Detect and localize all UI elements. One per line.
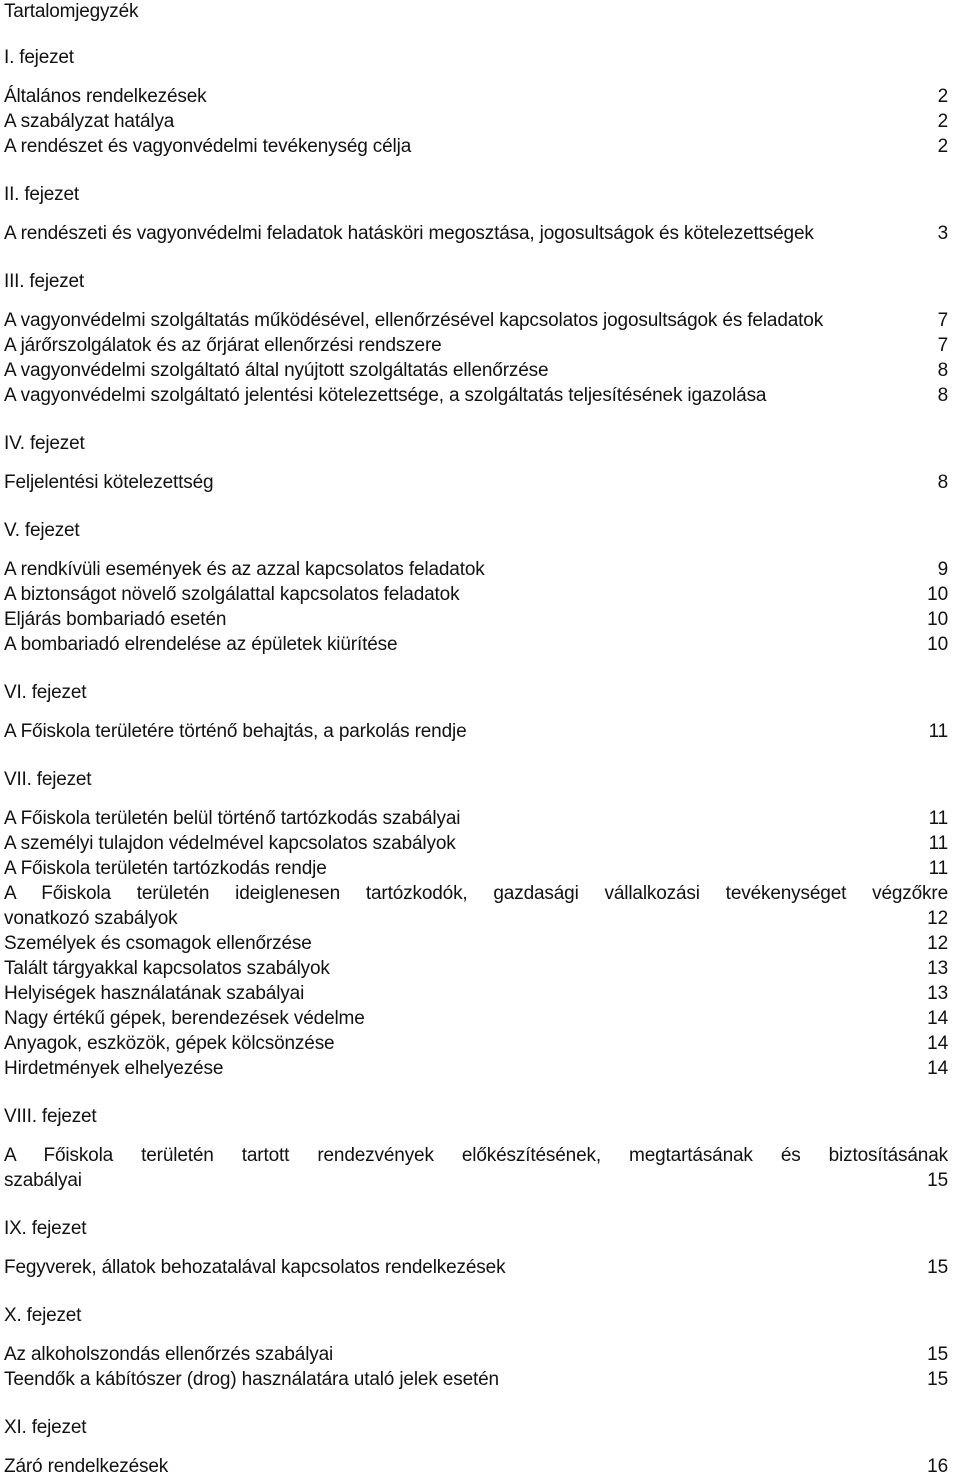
toc-entry-page: 15 [927,1170,948,1191]
chapter-heading: VII. fejezet [4,769,92,790]
toc-entry-title: A vagyonvédelmi szolgáltatás működésével, ellenőrzésével kapcsolatos jogosultságok és feladatok [4,310,824,331]
toc-entry-title: Anyagok, eszközök, gépek kölcsönzése [4,1033,335,1054]
toc-entry-page: 16 [927,1456,948,1477]
toc-entry-page: 2 [937,136,948,157]
toc-entry[interactable] [4,557,948,582]
chapter-heading: I. fejezet [4,47,74,68]
toc-entry-title: Nagy értékű gépek, berendezések védelme [4,1008,365,1029]
toc-entry-page: 9 [937,559,948,580]
toc-entry[interactable] [4,719,948,744]
chapter-heading: III. fejezet [4,271,84,292]
toc-entry-title: A vagyonvédelmi szolgáltató jelentési kötelezettsége, a szolgáltatás teljesítésének igazolása [4,385,767,406]
toc-entry-title: A Főiskola területére történő behajtás, a parkolás rendje [4,721,467,742]
toc-entry-title: A személyi tulajdon védelmével kapcsolatos szabályok [4,833,456,854]
chapter-heading: II. fejezet [4,184,79,205]
toc-entry[interactable] [4,856,948,881]
toc-entry-page: 8 [937,385,948,406]
toc-entry-title-line1: A Főiskola területén ideiglenesen tartózkodók, gazdasági vállalkozási tevékenységet végzőkre [4,883,948,904]
toc-entry-page: 14 [927,1033,948,1054]
toc-entry-title: A Főiskola területén belül történő tartózkodás szabályai [4,808,461,829]
toc-entry-title: A szabályzat hatálya [4,111,175,132]
toc-entry-title: Általános rendelkezések [4,86,207,107]
table-of-contents [4,0,948,1479]
toc-chapter [4,1304,948,1392]
toc-entry-title-line2: vonatkozó szabályok [4,908,178,929]
toc-entry[interactable] [4,1006,948,1031]
toc-entry[interactable] [4,1255,948,1280]
toc-title: Tartalomjegyzék [4,1,139,22]
toc-entry[interactable] [4,1056,948,1081]
toc-entry-title: A járőrszolgálatok és az őrjárat ellenőrzési rendszere [4,335,442,356]
chapter-heading: VI. fejezet [4,682,87,703]
toc-chapter [4,768,948,1081]
toc-entry-page: 11 [928,833,948,854]
toc-entry[interactable] [4,308,948,333]
toc-chapter [4,1416,948,1479]
toc-entry-title: Helyiségek használatának szabályai [4,983,305,1004]
toc-entry-page: 15 [927,1369,948,1390]
chapter-heading: IX. fejezet [4,1218,87,1239]
toc-entry[interactable] [4,221,948,246]
toc-entry-title: A vagyonvédelmi szolgáltató által nyújtott szolgáltatás ellenőrzése [4,360,549,381]
toc-entry-title-line1: A Főiskola területén tartott rendezvények előkészítésének, megtartásának és biztosításának [4,1145,948,1166]
toc-entry-page: 12 [927,933,948,954]
toc-entry[interactable] [4,383,948,408]
toc-entry-page: 15 [927,1257,948,1278]
chapter-heading: X. fejezet [4,1305,82,1326]
toc-entry[interactable] [4,84,948,109]
toc-chapter [4,1217,948,1280]
toc-entry-tail [4,906,948,931]
toc-entry-page: 3 [937,223,948,244]
toc-entry-page: 8 [937,472,948,493]
toc-entry-page: 11 [928,808,948,829]
toc-entry-page: 13 [927,983,948,1004]
toc-entry-title: A rendészeti és vagyonvédelmi feladatok hatásköri megosztása, jogosultságok és kötelezettségek [4,223,814,244]
toc-entry-page: 11 [928,858,948,879]
toc-entry-tail [4,1168,948,1193]
toc-entry-title: Talált tárgyakkal kapcsolatos szabályok [4,958,330,979]
toc-entry[interactable] [4,806,948,831]
toc-entry-page: 13 [927,958,948,979]
toc-entry[interactable] [4,881,948,931]
toc-entry[interactable] [4,109,948,134]
chapter-list [4,46,948,1479]
toc-chapter [4,432,948,495]
toc-entry-page: 8 [937,360,948,381]
toc-entry[interactable] [4,981,948,1006]
toc-entry-page: 12 [927,908,948,929]
toc-entry[interactable] [4,582,948,607]
chapter-heading: IV. fejezet [4,433,85,454]
toc-entry-title: Az alkoholszondás ellenőrzés szabályai [4,1344,334,1365]
chapter-heading: V. fejezet [4,520,80,541]
toc-entry-page: 2 [937,111,948,132]
toc-entry-page: 2 [937,86,948,107]
toc-entry[interactable] [4,333,948,358]
toc-entry-page: 10 [927,609,948,630]
toc-entry-page: 7 [937,310,948,331]
toc-chapter [4,1105,948,1193]
toc-entry[interactable] [4,134,948,159]
toc-entry-page: 11 [928,721,948,742]
toc-entry[interactable] [4,1454,948,1479]
toc-entry-title: Személyek és csomagok ellenőrzése [4,933,312,954]
toc-entry-title: A rendkívüli események és az azzal kapcsolatos feladatok [4,559,485,580]
toc-entry-page: 14 [927,1008,948,1029]
toc-entry[interactable] [4,470,948,495]
toc-entry[interactable] [4,1031,948,1056]
toc-entry[interactable] [4,931,948,956]
toc-entry-title: Fegyverek, állatok behozatalával kapcsolatos rendelkezések [4,1257,506,1278]
toc-entry[interactable] [4,1143,948,1193]
toc-entry[interactable] [4,358,948,383]
toc-entry-title: A bombariadó elrendelése az épületek kiürítése [4,634,398,655]
toc-entry[interactable] [4,607,948,632]
toc-entry-page: 15 [927,1344,948,1365]
toc-chapter [4,681,948,744]
toc-entry[interactable] [4,1367,948,1392]
toc-entry-page: 10 [927,634,948,655]
toc-entry[interactable] [4,632,948,657]
toc-entry-page: 10 [927,584,948,605]
chapter-heading: VIII. fejezet [4,1106,97,1127]
toc-chapter [4,519,948,657]
toc-entry-title-line2: szabályai [4,1170,82,1191]
toc-chapter [4,183,948,246]
toc-entry-title: A rendészet és vagyonvédelmi tevékenység célja [4,136,412,157]
toc-entry-title: Feljelentési kötelezettség [4,472,214,493]
toc-entry[interactable] [4,831,948,856]
toc-entry-title: A Főiskola területén tartózkodás rendje [4,858,327,879]
toc-entry-title: A biztonságot növelő szolgálattal kapcsolatos feladatok [4,584,460,605]
chapter-heading: XI. fejezet [4,1417,87,1438]
toc-entry-title: Hirdetmények elhelyezése [4,1058,224,1079]
toc-entry-title: Teendők a kábítószer (drog) használatára utaló jelek esetén [4,1369,499,1390]
toc-entry-page: 14 [927,1058,948,1079]
toc-entry-page: 7 [937,335,948,356]
toc-chapter [4,270,948,408]
toc-entry[interactable] [4,956,948,981]
toc-entry-title: Eljárás bombariadó esetén [4,609,227,630]
toc-entry-title: Záró rendelkezések [4,1456,169,1477]
toc-chapter [4,46,948,159]
